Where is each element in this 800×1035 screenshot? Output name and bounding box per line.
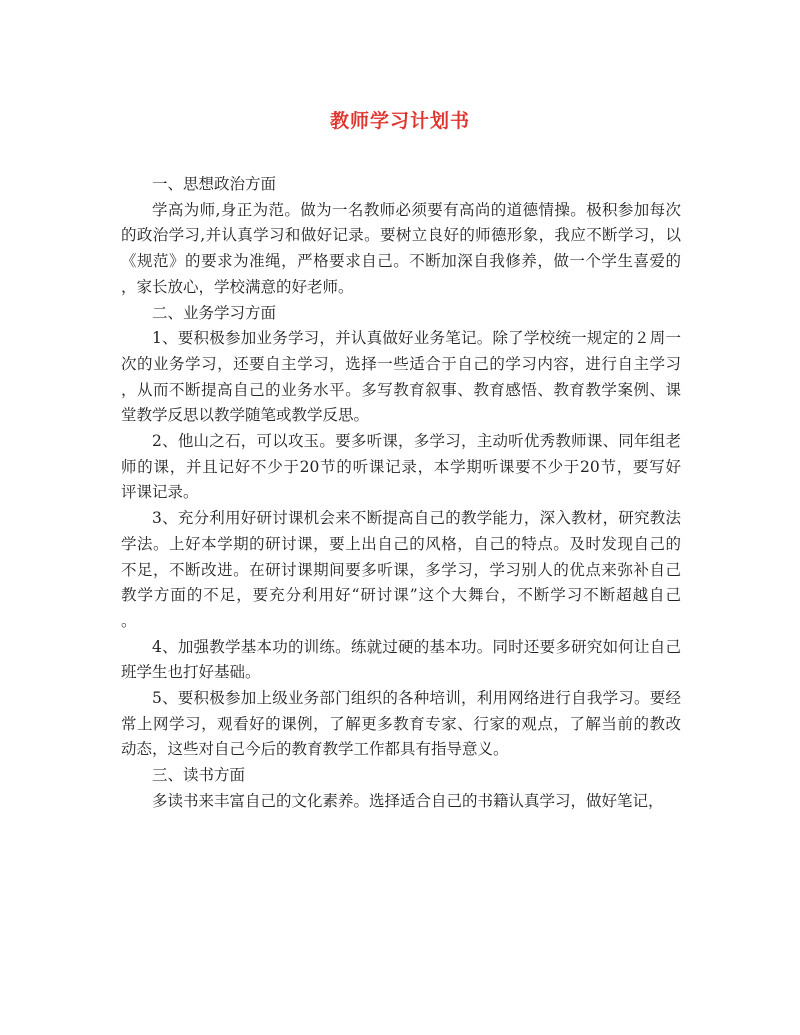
text-line: ，从而不断提高自己的业务水平。多写教育叙事、教育感悟、教育教学案例、课: [121, 380, 681, 399]
text-line: 三、读书方面: [152, 766, 246, 785]
text-line: 3、充分利用好研讨课机会来不断提高自己的教学能力，深入教材，研究教法: [152, 509, 681, 528]
paragraph-business-4: [121, 635, 681, 686]
text-line: 堂教学反思以教学随笔或教学反思。: [121, 406, 370, 425]
text-line: 一、思想政治方面: [152, 175, 277, 193]
text-line: ，家长放心，学校满意的好老师。: [121, 277, 354, 296]
paragraph-business-1: [121, 326, 681, 429]
text-line: 4、加强教学基本功的训练。练就过硬的基本功。同时还要多研究如何让自己: [152, 637, 681, 656]
paragraph-business-5: [121, 686, 681, 763]
heading-business: [121, 301, 681, 327]
text-line: 不足，不断改进。在研讨课期间要多听课，多学习，学习别人的优点来弥补自己: [121, 560, 681, 579]
text-line: 常上网学习，观看好的课例，了解更多教育专家、行家的观点，了解当前的教改: [121, 714, 681, 733]
paragraph-reading: [121, 789, 681, 815]
text-line: 5、要积极参加上级业务部门组织的各种培训，利用网络进行自我学习。要经: [152, 689, 681, 708]
text-line: 多读书来丰富自己的文化素养。选择适合自己的书籍认真学习，做好笔记，: [152, 791, 664, 810]
text-line: 班学生也打好基础。: [121, 663, 261, 682]
document-body: [121, 172, 681, 815]
text-line: 学高为师,身正为范。做为一名教师必须要有高尚的道德情操。极积参加每次: [152, 200, 681, 219]
text-line: 教学方面的不足，要充分利用好“研讨课”这个大舞台，不断学习不断超越自己: [121, 586, 681, 605]
paragraph-political: [121, 198, 681, 301]
text-line: 。: [121, 611, 137, 630]
text-line: 1、要积极参加业务学习，并认真做好业务笔记。除了学校统一规定的２周一: [152, 329, 681, 348]
text-line: 《规范》的要求为准绳，严格要求自己。不断加深自我修养，做一个学生喜爱的: [121, 252, 681, 271]
page-title: 教师学习计划书: [329, 110, 470, 132]
text-line: 师的课，并且记好不少于20节的听课记录，本学期听课要不少于20节，要写好: [121, 457, 681, 476]
text-line: 2、他山之石，可以攻玉。要多听课，多学习，主动听优秀教师课、同年组老: [152, 432, 681, 451]
text-line: 的政治学习,并认真学习和做好记录。要树立良好的师德形象，我应不断学习，以: [121, 226, 681, 245]
text-line: 动态，这些对自己今后的教育教学工作都具有指导意义。: [121, 740, 509, 759]
text-line: 评课记录。: [121, 483, 199, 502]
text-line: 二、业务学习方面: [152, 303, 277, 322]
paragraph-business-2: [121, 429, 681, 506]
text-line: 学法。上好本学期的研讨课，要上出自己的风格，自己的特点。及时发现自己的: [121, 534, 681, 553]
heading-reading: [121, 763, 681, 789]
heading-political: [121, 172, 681, 198]
paragraph-business-3: [121, 506, 681, 635]
text-line: 次的业务学习，还要自主学习，选择一些适合于自己的学习内容，进行自主学习: [121, 354, 681, 373]
